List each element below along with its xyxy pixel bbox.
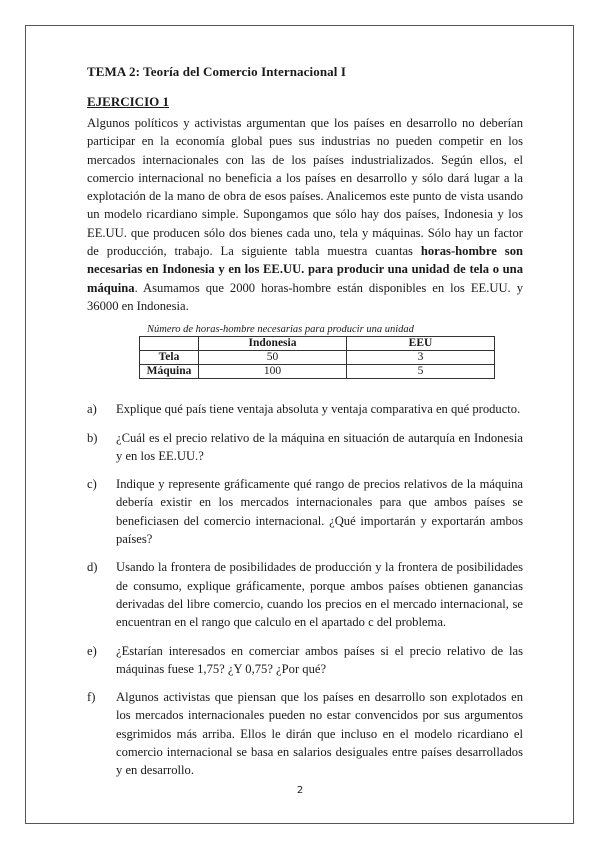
exercise-title: EJERCICIO 1 [87, 94, 169, 109]
table-cell: 3 [347, 351, 495, 365]
intro-paragraph [87, 114, 523, 315]
table-cell: 100 [199, 365, 347, 379]
question-text: Usando la frontera de posibilidades de producción y la frontera de posibilidades de consumo, explique gráficamente, porque ambos países obtienen ganancias derivadas del libre comercio, cuando los precios en el mercado internacional, se encuentran en el rango que calculo en el apartado c del problema. [116, 560, 523, 630]
question-item [87, 642, 523, 679]
table-header-cell [140, 337, 199, 351]
question-label: e) [87, 643, 97, 658]
question-label: a) [87, 402, 97, 417]
question-item [87, 688, 523, 779]
question-text: Indique y represente gráficamente qué rango de precios relativos de la máquina debería existir en los mercados internacionales para que ambos países se beneficiasen del comercio internacional. ¿Qué importarán y exportarán ambos países? [116, 477, 523, 547]
table-cell: 50 [199, 351, 347, 365]
question-label: d) [87, 560, 98, 575]
intro-text-part1: Algunos políticos y activistas argumentan que los países en desarrollo no deberían participar en la economía global pues sus industrias no pueden competir en los mercados internacionales con las de los países industrializados. Según ellos, el comercio internacional no beneficia a los países en desarrollo y sólo dará lugar a la explotación de la mano de obra de esos países. Analicemos este punto de vista usando un modelo ricardiano simple. Supongamos que sólo hay dos países, Indonesia y los EE.UU. que producen sólo dos bienes cada uno, tela y máquinas. Sólo hay un factor de producción, trabajo. La siguiente tabla muestra cuantas [87, 116, 523, 259]
topic-title: TEMA 2: Teoría del Comercio Internacional I [87, 64, 346, 79]
page-number: 2 [296, 785, 304, 796]
question-label: c) [87, 477, 97, 492]
question-text: Explique qué país tiene ventaja absoluta y ventaja comparativa en qué producto. [116, 402, 521, 417]
hours-table [139, 336, 495, 379]
question-item [87, 475, 523, 548]
question-item [87, 558, 523, 631]
intro-text-bold: horas-hombre son necesarias en Indonesia y en los EE.UU. para producir una unidad de tela o una máquina [87, 244, 523, 295]
table-row-label: Máquina [140, 365, 199, 379]
table-row [140, 351, 495, 365]
intro-text-part2: . Asumamos que 2000 horas-hombre están disponibles en los EE.UU. y 36000 en Indonesia. [87, 280, 523, 313]
question-item [87, 429, 523, 466]
hours-table-block [139, 324, 523, 379]
question-text: Algunos activistas que piensan que los países en desarrollo son explotados en los mercados internacionales pueden no estar convencidos por sus argumentos esgrimidos más arriba. Ellos le dirán que incluso en el modelo ricardiano el comercio internacional se basa en salarios desiguales entre países desarrollados y en desarrollo. [116, 690, 523, 778]
question-item [87, 400, 523, 418]
question-list [87, 400, 523, 779]
table-caption: Número de horas-hombre necesarias para producir una unidad [147, 324, 414, 336]
document-body [87, 64, 523, 790]
table-row-label: Tela [140, 351, 199, 365]
question-label: f) [87, 690, 96, 705]
table-header-cell: EEU [347, 337, 495, 351]
table-header-cell: Indonesia [199, 337, 347, 351]
question-text: ¿Cuál es el precio relativo de la máquina en situación de autarquía en Indonesia y en los EE.UU.? [116, 430, 523, 463]
table-row [140, 365, 495, 379]
table-cell: 5 [347, 365, 495, 379]
question-label: b) [87, 430, 98, 445]
table-header-row [140, 337, 495, 351]
question-text: ¿Estarían interesados en comerciar ambos países si el precio relativo de las máquinas fuese 1,75? ¿Y 0,75? ¿Por qué? [116, 643, 523, 676]
